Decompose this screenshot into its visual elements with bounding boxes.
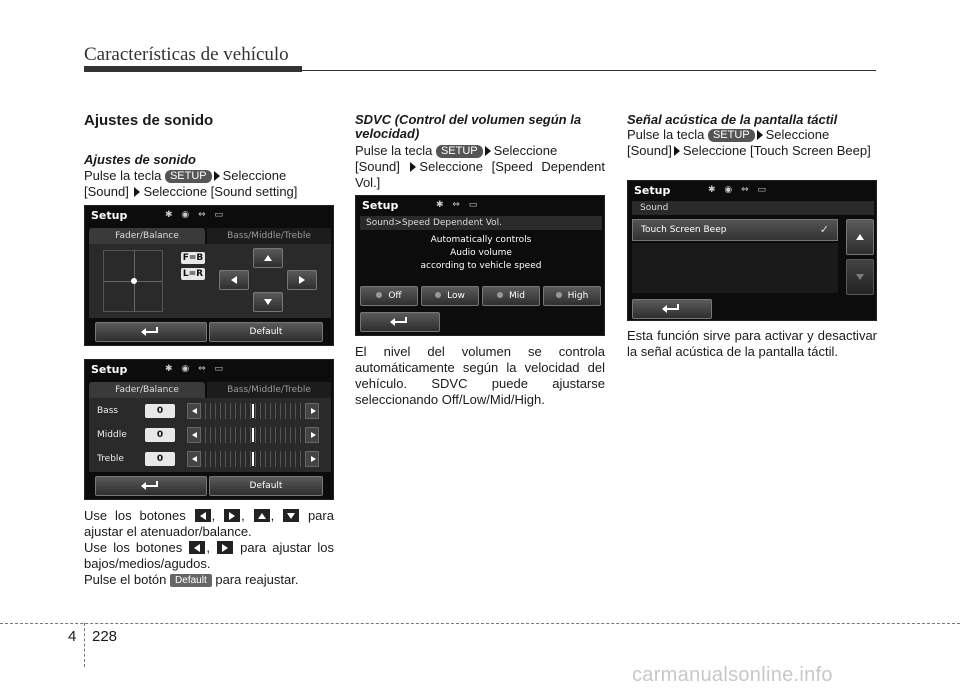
default-key: Default [170,574,212,587]
left-button[interactable] [219,270,249,290]
back-icon [144,327,158,333]
balance-point[interactable] [131,278,137,284]
page-number: 228 [92,628,118,645]
arrow-right-icon [757,130,763,140]
eq-bass-increase[interactable] [305,403,319,419]
reset-paragraph: Pulse el botón Default para reajustar. [84,572,299,587]
down-arrow-icon [283,509,299,522]
back-button[interactable] [95,476,207,496]
screen-title: Setup [362,199,399,212]
eq-value-middle: 0 [145,428,175,442]
scroll-up-button[interactable] [846,219,874,255]
up-arrow-icon [254,509,270,522]
eq-middle-decrease[interactable] [187,427,201,443]
left-arrow-icon [189,541,205,554]
screen-fader-balance [84,205,334,346]
left-arrow-icon [195,509,211,522]
sdvc-paragraph: El nivel del volumen se controla automáticamente según la velocidad del vehículo. SDVC puede ajustarse seleccionando Off/Low/Mid/High. [355,344,605,407]
arrow-right-icon [674,146,680,156]
setup-key: SETUP [708,129,755,142]
eq-value-bass: 0 [145,404,175,418]
sdvc-option-low[interactable]: Low [421,286,479,306]
status-icons: ✱ ◉ ⇔ ▭ [708,185,770,195]
default-button[interactable]: Default [209,322,323,342]
breadcrumb: Sound>Speed Dependent Vol. [360,216,602,230]
tab-fader-balance[interactable]: Fader/Balance [89,228,205,244]
arrow-right-icon [485,146,491,156]
eq-label-treble: Treble [97,454,124,464]
sdvc-option-off[interactable]: Off [360,286,418,306]
setup-key: SETUP [436,145,483,158]
tab-bass-middle-treble[interactable]: Bass/Middle/Treble [207,228,331,244]
arrow-right-icon [214,171,220,181]
buttons-paragraph: Use los botones , , , para ajustar el atenuador/balance. [84,508,334,539]
down-button[interactable] [253,292,283,312]
footer-rule [0,623,960,624]
arrow-right-icon [410,162,416,172]
setup-key: SETUP [165,170,212,183]
back-button[interactable] [95,322,207,342]
sdvc-option-mid[interactable]: Mid [482,286,540,306]
balance-value: L=R [182,269,204,279]
eq-value-treble: 0 [145,452,175,466]
tab-bass-middle-treble[interactable]: Bass/Middle/Treble [207,382,331,398]
list-area [632,243,838,293]
back-button[interactable] [632,299,712,319]
sdvc-title-line1: SDVC (Control del volumen según la [355,112,582,127]
status-icons: ✱ ⇔ ▭ [436,200,481,210]
eq-paragraph: Use los botones , para ajustar los bajos/medios/agudos. [84,540,334,571]
arrow-right-icon [134,187,140,197]
watermark: carmanualsonline.info [632,664,833,686]
beep-title: Señal acústica de la pantalla táctil [627,112,838,127]
screen-title: Setup [634,184,671,197]
screen-bass-middle-treble [84,359,334,500]
back-button[interactable] [360,312,440,332]
screen-title: Setup [91,209,128,222]
eq-bass-slider[interactable] [205,403,301,419]
beep-instruction: Pulse la tecla SETUP Seleccione [Sound] Seleccione [Touch Screen Beep] [627,127,871,158]
eq-label-middle: Middle [97,430,127,440]
section-title: Ajustes de sonido [84,112,214,129]
instruction-paragraph: Pulse la tecla SETUP Seleccione [Sound] Seleccione [Sound setting] [84,168,298,199]
back-icon [144,481,158,487]
sdvc-instruction: Pulse la tecla SETUP Seleccione [Sound] Seleccione [Speed Dependent Vol.] [355,143,605,190]
eq-treble-decrease[interactable] [187,451,201,467]
header-bar [84,66,302,72]
eq-treble-increase[interactable] [305,451,319,467]
checkmark-icon: ✓ [819,223,829,236]
subsection-title: Ajustes de sonido [84,152,196,167]
status-icons: ✱ ◉ ⇔ ▭ [165,364,227,374]
chapter-number: 4 [68,628,77,645]
touch-beep-item[interactable]: Touch Screen Beep ✓ [632,219,838,241]
screen-touch-beep [627,180,877,321]
scroll-down-button[interactable] [846,259,874,295]
right-arrow-icon [224,509,240,522]
breadcrumb: Sound [632,201,874,215]
fader-value: F=B [182,253,204,263]
eq-label-bass: Bass [97,406,119,416]
sdvc-title-line2: velocidad) [355,126,420,141]
header-rule [302,70,876,71]
eq-bass-decrease[interactable] [187,403,201,419]
beep-paragraph: Esta función sirve para activar y desactivar la señal acústica de la pantalla táctil. [627,328,877,359]
sdvc-description: Automatically controls Audio volume according to vehicle speed [420,235,542,271]
seat-map [103,250,163,312]
footer-divider [84,623,85,667]
default-button[interactable]: Default [209,476,323,496]
back-icon [665,304,679,310]
screen-title: Setup [91,363,128,376]
tab-fader-balance[interactable]: Fader/Balance [89,382,205,398]
right-button[interactable] [287,270,317,290]
eq-treble-slider[interactable] [205,451,301,467]
right-arrow-icon [217,541,233,554]
eq-middle-increase[interactable] [305,427,319,443]
sdvc-option-high[interactable]: High [543,286,601,306]
page-header-title: Características de vehículo [84,44,289,65]
eq-middle-slider[interactable] [205,427,301,443]
up-button[interactable] [253,248,283,268]
screen-sdvc [355,195,605,336]
back-icon [393,317,407,323]
status-icons: ✱ ◉ ⇔ ▭ [165,210,227,220]
